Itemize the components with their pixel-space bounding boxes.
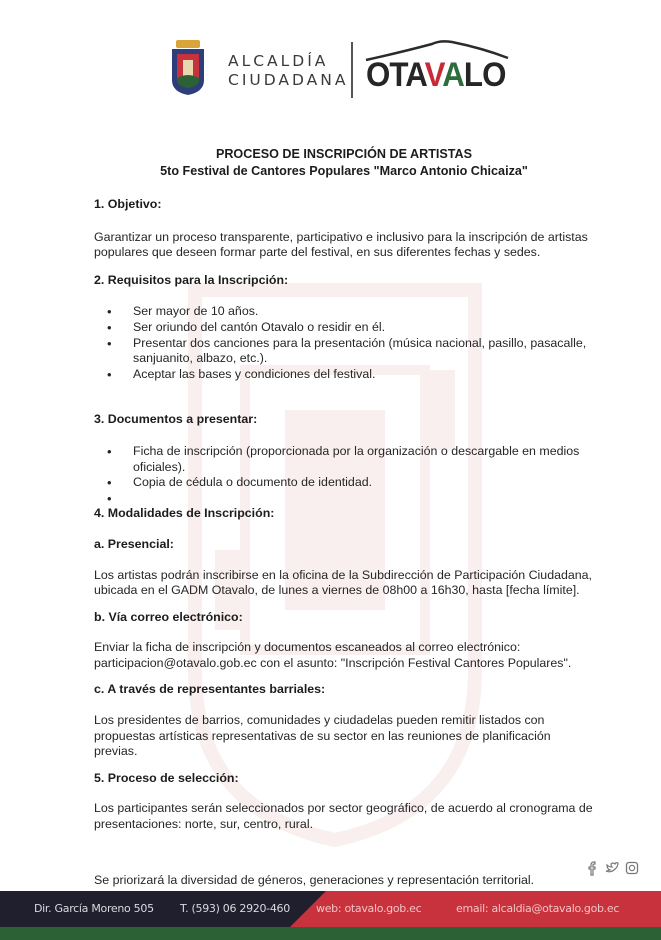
document-subtitle: 5to Festival de Cantores Populares "Marco Antonio Chicaiza" (160, 164, 528, 178)
header-divider (351, 42, 353, 98)
section-heading-seleccion: 5. Proceso de selección: (94, 770, 239, 785)
footer (0, 891, 661, 940)
list-item: • Presentar dos canciones para la presentación (música nacional, pasillo, pasacalle, sanjuanito, albazo, etc.). (133, 336, 594, 367)
section-text-objetivo: Garantizar un proceso transparente, participativo e inclusivo para la inscripción de artistas populares que deseen formar parte del festival, en sus diferentes fechas y sedes. (94, 229, 588, 260)
subsection-text-correo: Enviar la ficha de inscripción y documentos escaneados al correo electrónico: participacion@otavalo.gob.ec con el asunto: "Inscripción Festival Cantores Populares". (94, 640, 572, 670)
section-heading-documentos: 3. Documentos a presentar: (94, 412, 258, 427)
subsection-text-representantes: Los presidentes de barrios, comunidades y ciudadelas pueden remitir listados con propuestas artísticas representativas de su sector en las reuniones de planificación previas. (94, 713, 551, 759)
coat-of-arms-icon (170, 40, 206, 96)
section-heading-objetivo: 1. Objetivo: (94, 197, 162, 211)
letterhead (0, 30, 661, 110)
requisitos-list (94, 304, 594, 382)
facebook-icon[interactable] (585, 860, 599, 876)
subsection-text-presencial: Los artistas podrán inscribirse en la oficina de la Subdirección de Participación Ciudadana, ubicada en el GADM Otavalo, de lunes a viernes de 08h00 a 16h30, hasta [fecha límite]. (94, 567, 592, 598)
list-item: • Ser mayor de 10 años. (133, 304, 594, 320)
twitter-icon[interactable] (605, 860, 619, 876)
org-name-line1: ALCALDÍA (228, 52, 329, 70)
otavalo-logo (362, 38, 512, 98)
list-item: • Ficha de inscripción (proporcionada por la organización o descargable en medios oficiales). (133, 444, 594, 475)
social-links (585, 860, 639, 876)
documentos-list (94, 444, 594, 506)
subsection-heading-presencial: a. Presencial: (94, 536, 174, 551)
list-item: • Ser oriundo del cantón Otavalo o residir en él. (133, 320, 594, 336)
otavalo-wordmark: OTAVALO (366, 56, 506, 94)
subsection-heading-correo: b. Vía correo electrónico: (94, 609, 243, 624)
document-body (94, 146, 594, 888)
section-heading-modalidades: 4. Modalidades de Inscripción: (94, 506, 275, 521)
section-heading-requisitos: 2. Requisitos para la Inscripción: (94, 272, 289, 287)
closing-statement: Se priorizará la diversidad de géneros, generaciones y representación territorial. (94, 872, 535, 887)
org-name (228, 52, 348, 90)
list-item-empty (133, 491, 594, 507)
instagram-icon[interactable] (625, 860, 639, 876)
list-item: • Aceptar las bases y condiciones del festival. (133, 367, 594, 383)
footer-phone: T. (593) 06 2920-460 (180, 902, 290, 915)
footer-band-green (0, 927, 661, 940)
section-text-seleccion: Los participantes serán seleccionados por sector geográfico, de acuerdo al cronograma de presentaciones: norte, sur, centro, rural. (94, 801, 593, 832)
list-item: • Copia de cédula o documento de identidad. (133, 475, 594, 491)
footer-address: Dir. García Moreno 505 (34, 902, 154, 915)
footer-email-link[interactable]: email: alcaldia@otavalo.gob.ec (456, 902, 620, 915)
org-name-line2: CIUDADANA (228, 71, 349, 89)
subsection-heading-representantes: c. A través de representantes barriales: (94, 682, 326, 697)
document-title: PROCESO DE INSCRIPCIÓN DE ARTISTAS (215, 147, 473, 161)
footer-web-link[interactable]: web: otavalo.gob.ec (316, 902, 422, 915)
